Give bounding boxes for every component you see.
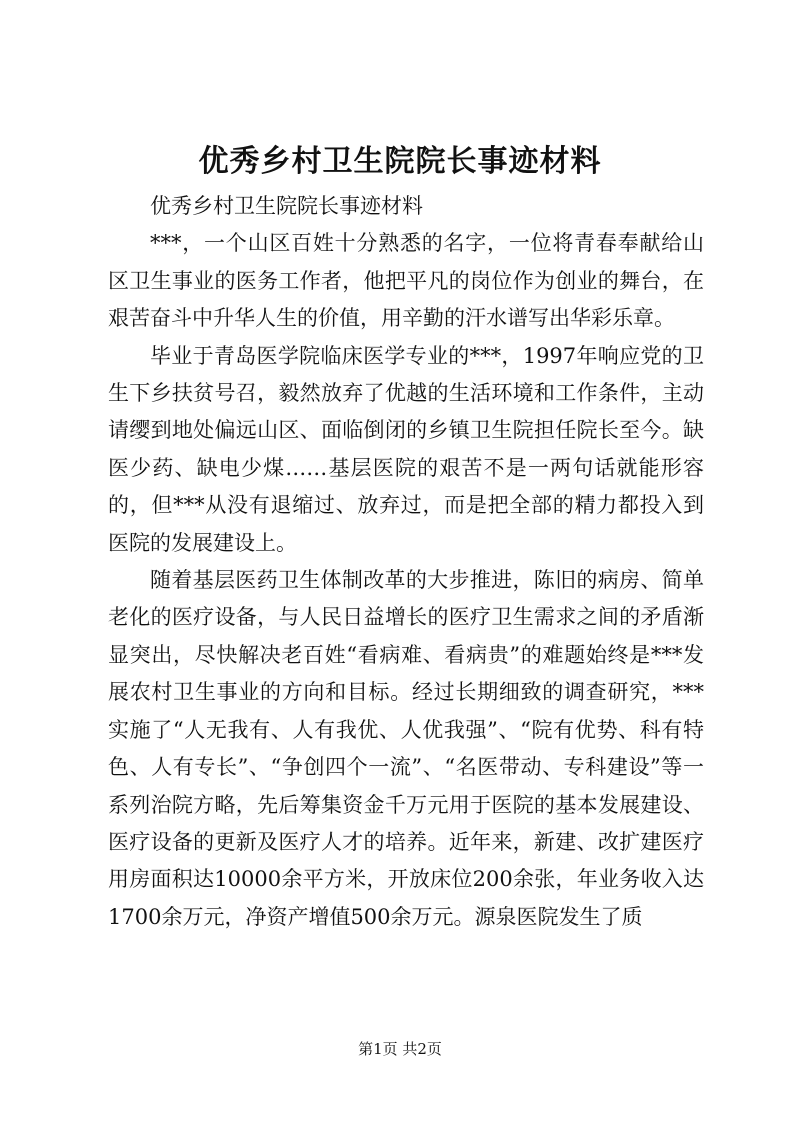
paragraph-background: 毕业于青岛医学院临床医学专业的***，1997年响应党的卫生下乡扶贫号召，毅然放弃了优越的生活环境和工作条件，主动请缨到地处偏远山区、面临倒闭的乡镇卫生院担任院长至今。缺医少药、缺电少煤……基层医院的艰苦不是一两句话就能形容的，但***从没有退缩过、放弃过，而是把全部的精力都投入到医院的发展建设上。 [108,343,704,555]
page-number-footer: 第1页 共2页 [358,1040,442,1058]
document-body [108,188,704,936]
document-title: 优秀乡村卫生院院长事迹材料 [198,144,602,179]
paragraph-intro: ***，一个山区百姓十分熟悉的名字，一位将青春奉献给山区卫生事业的医务工作者，他把平凡的岗位作为创业的舞台，在艰苦奋斗中升华人生的价值，用辛勤的汗水谱写出华彩乐章。 [108,231,704,331]
paragraph-reform: 随着基层医药卫生体制改革的大步推进，陈旧的病房、简单老化的医疗设备，与人民日益增长的医疗卫生需求之间的矛盾渐显突出，尽快解决老百姓“看病难、看病贵”的难题始终是***发展农村卫生事业的方向和目标。经过长期细致的调查研究，***实施了“人无我有、人有我优、人优我强”、“院有优势、科有特色、人有专长”、“争创四个一流”、“名医带动、专科建设”等一系列治院方略，先后筹集资金千万元用于医院的基本发展建设、医疗设备的更新及医疗人才的培养。近年来，新建、改扩建医疗用房面积达10000余平方米，开放床位200余张，年业务收入达1700余万元，净资产增值500余万元。源泉医院发生了质 [108,568,704,929]
paragraph-subtitle: 优秀乡村卫生院院长事迹材料 [150,194,423,218]
